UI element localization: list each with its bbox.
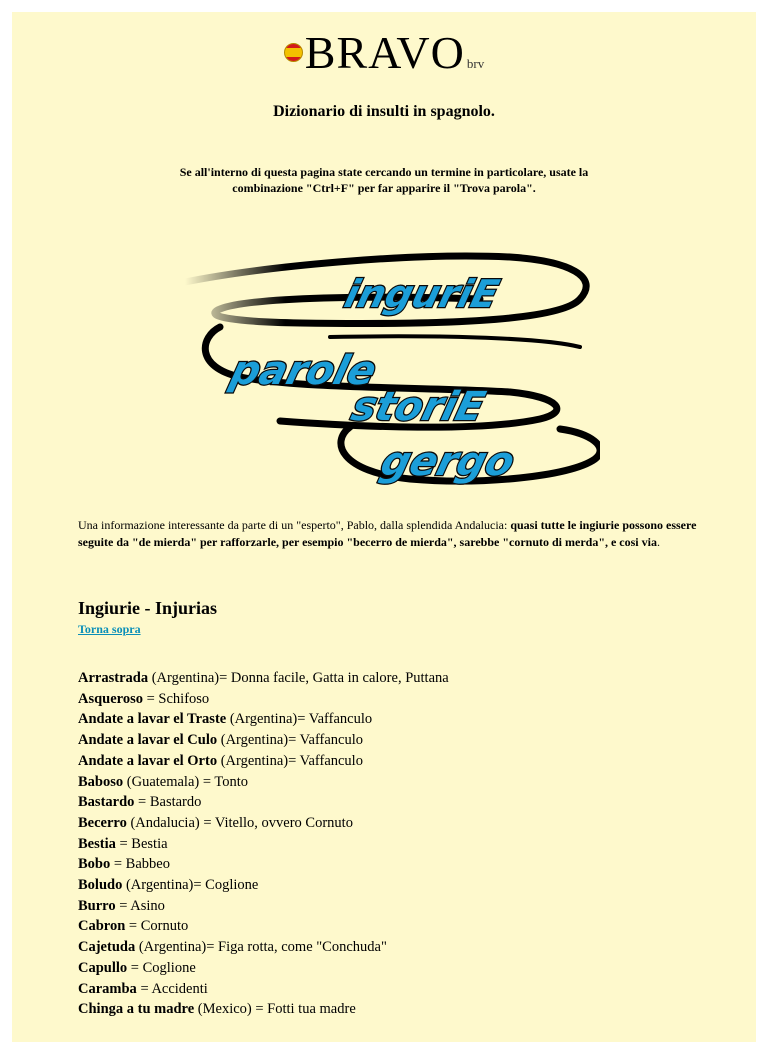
entry-term: Capullo [78,959,128,976]
entry-term: Cajetuda [78,939,136,956]
entry-term: Baboso [78,773,124,790]
entry-definition: = Schifoso [143,690,210,707]
list-item [78,854,449,875]
entry-definition: (Argentina)= Donna facile, Gatta in calore, Puttana [148,670,449,686]
back-to-top-link[interactable]: Torna sopra [78,622,141,636]
info-bold-text: quasi tutte le ingiurie possono essere seguite da "de mierda" per rafforzarle, per esempio "becerro de mierda", sarebbe "cornuto di merda", e cosi via [78,518,697,549]
list-item [78,668,449,689]
entry-definition: = Asino [115,897,165,914]
topics-banner [180,237,600,492]
list-item [78,813,449,834]
list-item [78,979,449,1000]
page-subtitle: Dizionario di insulti in spagnolo. [273,103,495,120]
entry-definition: = Bestia [115,835,168,852]
list-item [78,834,449,855]
entry-definition: (Argentina)= Vaffanculo [226,711,373,728]
list-item [78,999,449,1020]
info-text: Una informazione interessante da parte di un "esperto", Pablo, dalla splendida Andalucia: [78,518,511,532]
list-item [78,916,449,937]
entry-term: Andate a lavar el Orto [78,752,218,769]
entry-definition: = Coglione [127,959,196,976]
swoosh-stroke [330,336,580,347]
entry-definition: (Argentina)= Figa rotta, come "Conchuda" [135,939,387,956]
entry-definition: (Argentina)= Coglione [122,877,259,894]
entry-term: Asqueroso [78,690,143,707]
search-hint-line-1: Se all'interno di questa pagina state cercando un termine in particolare, usate la [179,165,589,179]
list-item [78,958,449,979]
entry-definition: = Accidenti [136,980,208,997]
entry-term: Andate a lavar el Culo [78,732,218,749]
banner-word: inguriE [340,272,504,317]
entry-definition: (Argentina)= Vaffanculo [217,732,363,749]
list-item [78,709,449,730]
entry-term: Burro [78,897,116,914]
info-end: . [656,535,660,549]
entry-term: Cabron [78,918,126,935]
site-logo[interactable] [12,27,756,78]
entry-term: Chinga a tu madre [78,1001,195,1018]
list-item [78,937,449,958]
list-item [78,792,449,813]
entry-term: Bobo [78,856,111,873]
insult-list [78,668,449,1020]
brand-suffix: brv [466,56,485,71]
info-paragraph [78,517,698,551]
brand-name: BRAVO [304,27,465,78]
search-hint-line-2: combinazione "Ctrl+F" per far apparire il "Trova parola". [232,181,536,195]
entry-definition: (Andalucia) = Vitello, ovvero Cornuto [126,814,353,831]
list-item [78,772,449,793]
list-item [78,875,449,896]
entry-term: Boludo [78,877,123,894]
list-item [78,751,449,772]
section-title: Ingiurie - Injurias [78,598,218,618]
entry-term: Caramba [78,980,137,997]
entry-definition: = Bastardo [134,794,202,811]
spain-flag-icon [284,43,303,62]
banner-word: gergo [376,437,520,485]
entry-definition: (Argentina)= Vaffanculo [217,752,363,769]
entry-term: Andate a lavar el Traste [78,711,227,728]
entry-term: Becerro [78,814,127,831]
banner-word: parole [225,346,382,394]
entry-definition: (Guatemala) = Tonto [123,773,249,790]
list-item [78,689,449,710]
document-page [12,12,756,1042]
entry-definition: = Cornuto [125,918,189,935]
entry-term: Bestia [78,835,116,852]
search-hint [132,164,636,196]
entry-term: Arrastrada [78,670,149,686]
entry-definition: (Mexico) = Fotti tua madre [194,1001,356,1018]
banner-word: storiE [346,382,490,430]
entry-definition: = Babbeo [110,856,170,873]
list-item [78,896,449,917]
entry-term: Bastardo [78,794,135,811]
list-item [78,730,449,751]
